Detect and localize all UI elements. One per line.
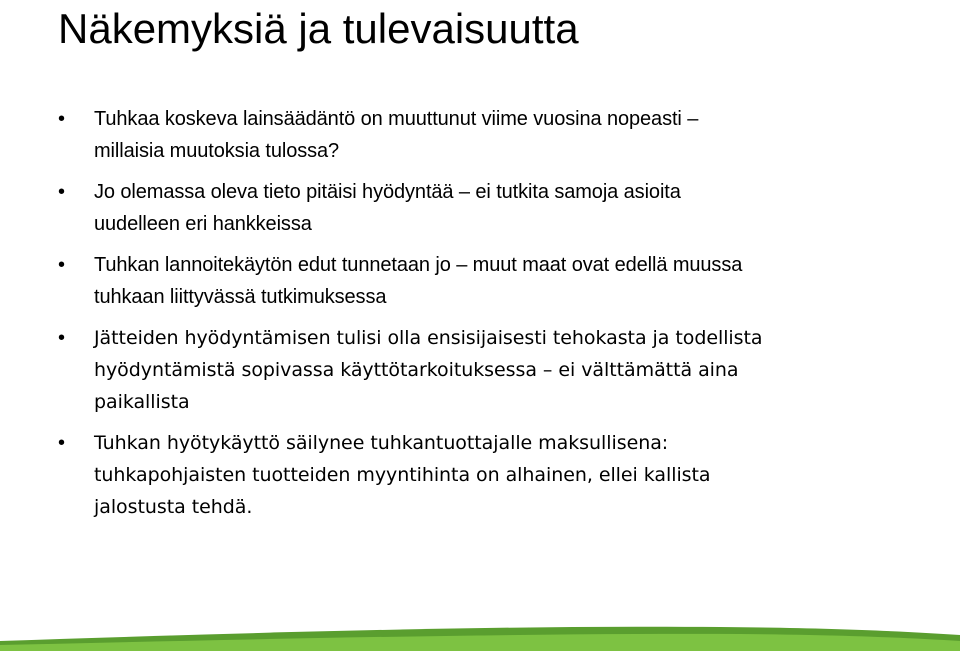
bullet-line: millaisia muutoksia tulossa? xyxy=(94,140,340,162)
bullet-item xyxy=(58,176,878,240)
bullet-line: hyödyntämistä sopivassa käyttötarkoituksessa – ei välttämättä aina xyxy=(94,359,739,381)
bullet-line: Tuhkan hyötykäyttö säilynee tuhkantuottajalle maksullisena: xyxy=(94,432,669,454)
bullet-dot-icon: • xyxy=(58,327,66,349)
green-footer-band xyxy=(0,621,960,651)
bullet-line: Tuhkan lannoitekäytön edut tunnetaan jo – muut maat ovat edellä muussa xyxy=(94,254,743,276)
bullet-line: Tuhkaa koskeva lainsäädäntö on muuttunut viime vuosina nopeasti – xyxy=(94,108,699,130)
bullet-item xyxy=(58,427,878,523)
bullet-line: Jo olemassa oleva tieto pitäisi hyödyntää – ei tutkita samoja asioita xyxy=(94,181,681,203)
bullet-text xyxy=(94,103,878,167)
bullet-dot-icon: • xyxy=(58,181,66,203)
bullet-line: tuhkaan liittyvässä tutkimuksessa xyxy=(94,286,387,308)
bullet-text xyxy=(94,322,878,418)
bullet-item xyxy=(58,249,878,313)
bullet-text xyxy=(94,427,878,523)
bullet-item xyxy=(58,103,878,167)
bullet-line: uudelleen eri hankkeissa xyxy=(94,213,312,235)
bullet-list xyxy=(58,103,878,532)
slide-title: Näkemyksiä ja tulevaisuutta xyxy=(58,5,579,52)
bullet-dot-icon: • xyxy=(58,108,66,130)
bullet-text xyxy=(94,176,878,240)
bullet-line: paikallista xyxy=(94,391,190,413)
bullet-item xyxy=(58,322,878,418)
bullet-text xyxy=(94,249,878,313)
bullet-line: jalostusta tehdä. xyxy=(94,496,253,518)
bullet-dot-icon: • xyxy=(58,254,66,276)
bullet-line: tuhkapohjaisten tuotteiden myyntihinta on alhainen, ellei kallista xyxy=(94,464,711,486)
bullet-dot-icon: • xyxy=(58,432,66,454)
bullet-line: Jätteiden hyödyntämisen tulisi olla ensisijaisesti tehokasta ja todellista xyxy=(94,327,763,349)
